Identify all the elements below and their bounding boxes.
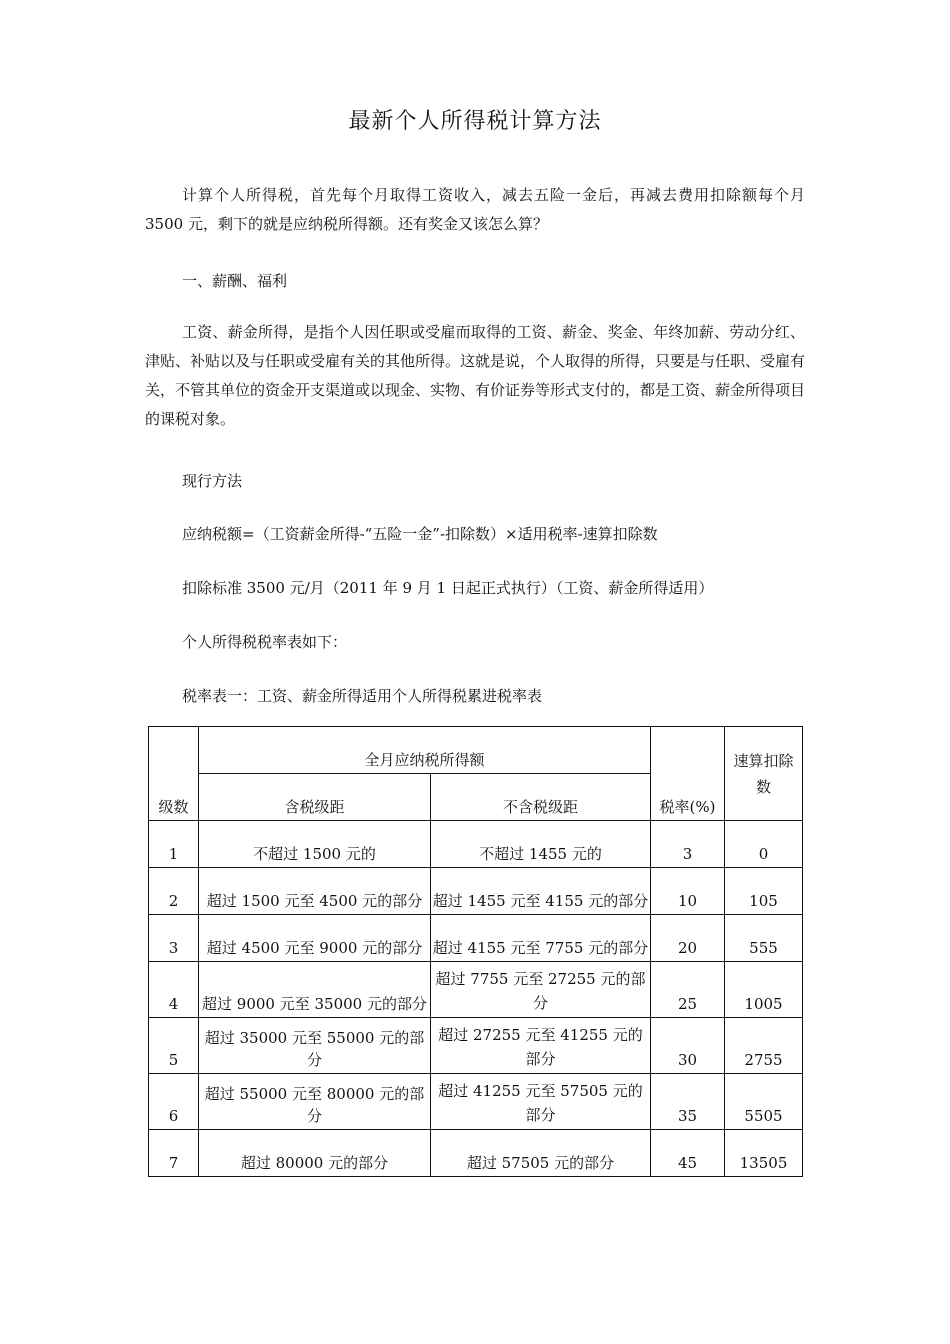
page-title: 最新个人所得税计算方法 [348,109,602,134]
intro-paragraph: 计算个人所得税，首先每个月取得工资收入，减去五险一金后，再减去费用扣除额每个月 3500 元，剩下的就是应纳税所得额。还有奖金又该怎么算？ [145,186,805,233]
cell-deduction: 1005 [725,962,803,1018]
header-monthly-income: 全月应纳税所得额 [199,727,651,774]
cell-level: 7 [149,1130,199,1177]
cell-inclusive: 不超过 1500 元的 [199,821,431,868]
cell-rate: 3 [651,821,725,868]
table-row [149,1018,803,1074]
cell-exclusive: 超过 57505 元的部分 [431,1130,651,1177]
cell-rate: 10 [651,868,725,915]
cell-level: 6 [149,1074,199,1130]
cell-inclusive: 超过 9000 元至 35000 元的部分 [199,962,431,1018]
cell-exclusive-text: 超过 27255 元至 41255 元的部分 [438,1026,643,1068]
cell-inclusive: 超过 80000 元的部分 [199,1130,431,1177]
cell-rate: 20 [651,915,725,962]
header-tax-exclusive: 不含税级距 [431,774,651,821]
table-row [149,1074,803,1130]
header-rate: 税率(%) [651,727,725,821]
cell-exclusive: 超过 4155 元至 7755 元的部分 [431,915,651,962]
cell-deduction: 13505 [725,1130,803,1177]
table-row [149,1130,803,1177]
cell-level: 3 [149,915,199,962]
cell-rate: 30 [651,1018,725,1074]
cell-level: 1 [149,821,199,868]
cell-exclusive [431,962,651,1018]
cell-inclusive: 超过 35000 元至 55000 元的部分 [199,1018,431,1074]
table-row [149,868,803,915]
method-heading: 现行方法 [182,472,243,490]
cell-rate: 35 [651,1074,725,1130]
header-quick-deduction [725,727,803,821]
cell-rate: 25 [651,962,725,1018]
cell-level: 2 [149,868,199,915]
cell-exclusive [431,1074,651,1130]
cell-exclusive: 超过 1455 元至 4155 元的部分 [431,868,651,915]
definition-paragraph: 工资、薪金所得，是指个人因任职或受雇而取得的工资、薪金、奖金、年终加薪、劳动分红、津贴、补贴以及与任职或受雇有关的其他所得。这就是说，个人取得的所得，只要是与任职、受雇有关，不管其单位的资金开支渠道或以现金、实物、有价证券等形式支付的，都是工资、薪金所得项目的课税对象。 [145,323,806,428]
cell-inclusive: 超过 1500 元至 4500 元的部分 [199,868,431,915]
section-heading: 一、薪酬、福利 [182,272,288,290]
header-level: 级数 [149,727,199,821]
cell-exclusive: 不超过 1455 元的 [431,821,651,868]
cell-inclusive: 超过 55000 元至 80000 元的部分 [199,1074,431,1130]
table-row [149,821,803,868]
header-tax-inclusive: 含税级距 [199,774,431,821]
table-row [149,915,803,962]
cell-exclusive-text: 超过 7755 元至 27255 元的部分 [435,970,646,1012]
cell-deduction: 0 [725,821,803,868]
deduction-standard: 扣除标准 3500 元/月（2011 年 9 月 1 日起正式执行）（工资、薪金所得适用） [182,579,714,597]
cell-deduction: 2755 [725,1018,803,1074]
table-row [149,962,803,1018]
cell-rate: 45 [651,1130,725,1177]
cell-exclusive [431,1018,651,1074]
table-caption: 税率表一：工资、薪金所得适用个人所得税累进税率表 [182,687,543,705]
cell-level: 5 [149,1018,199,1074]
tax-rate-table [148,726,803,1177]
cell-deduction: 555 [725,915,803,962]
cell-inclusive: 超过 4500 元至 9000 元的部分 [199,915,431,962]
formula-line: 应纳税额=（工资薪金所得-“五险一金”-扣除数）×适用税率-速算扣除数 [182,525,658,543]
cell-level: 4 [149,962,199,1018]
table-intro: 个人所得税税率表如下： [182,633,348,651]
header-quick-deduction-label: 速算扣除数 [733,751,794,796]
cell-deduction: 5505 [725,1074,803,1130]
cell-deduction: 105 [725,868,803,915]
cell-exclusive-text: 超过 41255 元至 57505 元的部分 [438,1082,643,1124]
